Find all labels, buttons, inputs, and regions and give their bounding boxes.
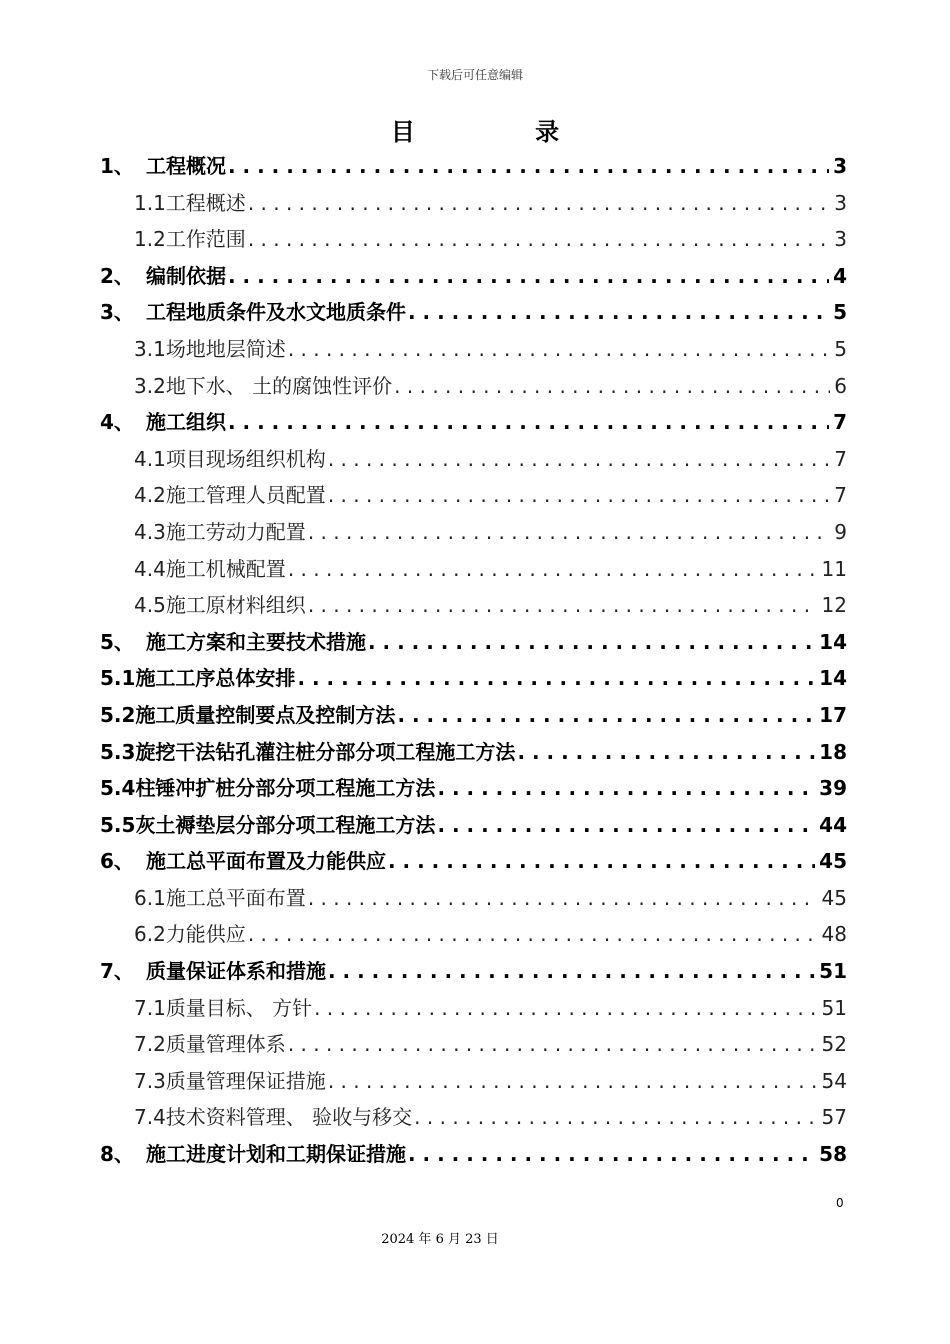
toc-entry-title: 质量管理体系 [165,1032,286,1057]
toc-entry-number: 1.1 [134,190,166,215]
toc-entry-number: 4、 [100,410,134,435]
toc-leader-dots [297,660,815,697]
header-note: 下载后可任意编辑 [426,68,523,82]
toc-entry-title: 工程概况 [146,154,226,178]
toc-entry-page: 6 [834,373,847,398]
toc-leader-dots [408,294,829,331]
toc-entry[interactable] [100,221,847,258]
toc-entry-page: 45 [819,849,847,874]
toc-entry-title: 编制依据 [146,263,226,288]
toc-entry-title: 工作范围 [165,227,246,252]
toc-entry[interactable] [100,441,847,478]
toc-entry-title: 柱锤冲扩桩分部分项工程施工方法 [135,776,436,801]
toc-entry-number: 5、 [100,629,134,654]
toc-entry-page: 51 [821,995,847,1020]
toc-entry-page: 45 [821,885,847,910]
toc-leader-dots [368,624,815,661]
toc-entry-title: 施工组织 [146,410,226,435]
toc-leader-dots [228,148,829,185]
toc-entry-title: 工程概述 [165,190,246,215]
toc-leader-dots [437,770,815,807]
toc-entry-title: 工程地质条件及水文地质条件 [146,300,406,325]
toc-entry-title: 质量管理保证措施 [165,1068,326,1093]
footer-date: 2024 年 6 月 23 日 [381,1232,499,1247]
toc-entry-number: 4.3 [134,519,166,544]
toc-entry-title: 施工质量控制要点及控制方法 [135,702,396,727]
toc-entry-title: 施工进度计划和工期保证措施 [146,1142,406,1167]
toc-entry-number: 4.2 [134,483,166,508]
toc-entry[interactable] [100,1136,847,1173]
toc-entry[interactable] [100,587,847,624]
toc-entry[interactable] [100,660,847,697]
toc-leader-dots [308,514,830,551]
toc-entry-title: 施工总平面布置 [165,885,306,910]
toc-entry[interactable] [100,1099,847,1136]
toc-leader-dots [248,221,830,258]
toc-entry[interactable] [100,368,847,405]
toc-entry[interactable] [100,185,847,222]
toc-leader-dots [288,551,818,588]
toc-entry-number: 5.3 [100,739,136,764]
toc-entry-number: 1、 [100,154,134,178]
toc-leader-dots [517,734,815,771]
toc-entry-number: 7.2 [134,1032,166,1057]
toc-entry-page: 3 [834,227,847,252]
toc-entry-number: 6.1 [134,885,166,910]
toc-leader-dots [408,1136,815,1173]
toc-entry-title: 质量目标、 方针 [165,995,313,1020]
toc-leader-dots [314,990,817,1027]
toc-leader-dots [328,1063,818,1100]
toc-leader-dots [248,185,830,222]
toc-entry[interactable] [100,916,847,953]
toc-entry-title: 旋挖干法钻孔灌注桩分部分项工程施工方法 [135,739,516,764]
toc-entry-page: 5 [834,336,847,361]
toc-entry-page: 17 [819,702,847,727]
toc-entry-page: 51 [819,959,847,984]
toc-entry-page: 54 [821,1068,847,1093]
toc-leader-dots [414,1099,817,1136]
toc-entry-page: 48 [821,922,847,947]
toc-entry-title: 场地地层简述 [165,336,286,361]
toc-leader-dots [394,368,830,405]
toc-entry-title: 施工机械配置 [165,556,286,581]
toc-entry[interactable] [100,477,847,514]
toc-leader-dots [388,843,815,880]
toc-entry-page: 3 [834,190,847,215]
toc-entry-page: 39 [819,776,847,801]
toc-entry-page: 7 [833,410,847,435]
toc-entry[interactable] [100,258,847,295]
toc-entry[interactable] [100,770,847,807]
toc-leader-dots [228,258,829,295]
toc-entry-page: 7 [834,446,847,471]
toc-leader-dots [288,331,830,368]
toc-entry-title: 施工方案和主要技术措施 [146,629,366,654]
toc-title: 目 录 [390,118,616,146]
toc-entry-number: 5.2 [100,702,136,727]
toc-leader-dots [397,697,815,734]
toc-entry[interactable] [100,990,847,1027]
toc-entry-number: 5.1 [100,666,136,691]
toc-entry-page: 52 [821,1032,847,1057]
toc-entry-number: 7.3 [134,1068,166,1093]
toc-entry-page: 12 [821,593,847,618]
toc-entry[interactable] [100,843,847,880]
toc-leader-dots [328,441,830,478]
toc-entry-page: 58 [819,1142,847,1167]
toc-entry[interactable] [100,734,847,771]
toc-entry-title: 力能供应 [165,922,246,947]
toc-entry[interactable] [100,697,847,734]
toc-entry-number: 7、 [100,959,134,984]
toc-entry-number: 7.4 [134,1105,166,1130]
toc-entry[interactable] [100,1063,847,1100]
toc-entry-page: 3 [833,154,847,178]
toc-entry-number: 3.1 [134,336,166,361]
toc-entry-number: 5.4 [100,776,136,801]
toc-entry-title: 项目现场组织机构 [165,446,326,471]
toc-entry-page: 14 [819,629,847,654]
toc-entry-page: 11 [821,556,847,581]
toc-entry-page: 5 [833,300,847,325]
toc-entry-number: 3.2 [134,373,166,398]
toc-entry-number: 4.5 [134,593,166,618]
toc-entry-number: 4.4 [134,556,166,581]
toc-leader-dots [308,587,818,624]
toc-entry-number: 8、 [100,1142,134,1167]
toc-entry-title: 技术资料管理、 验收与移交 [165,1105,413,1130]
toc-entry[interactable] [100,551,847,588]
toc-entry-page: 9 [834,519,847,544]
toc-entry-title: 施工劳动力配置 [165,519,306,544]
toc-leader-dots [248,916,818,953]
page-number: 0 [836,1196,844,1210]
toc-entry-page: 57 [821,1105,847,1130]
toc-entry-number: 5.5 [100,812,136,837]
toc-leader-dots [308,880,818,917]
toc-entry[interactable] [100,807,847,844]
toc-entry-title: 施工原材料组织 [165,593,306,618]
toc-entry-page: 7 [834,483,847,508]
toc-entry-page: 44 [819,812,847,837]
toc-entry-title: 施工工序总体安排 [135,666,296,691]
toc-entry-number: 3、 [100,300,134,325]
toc-entry[interactable] [100,331,847,368]
toc-entry[interactable] [100,148,847,185]
toc-entry-title: 施工管理人员配置 [165,483,326,508]
toc-leader-dots [437,807,815,844]
toc-entry-title: 施工总平面布置及力能供应 [146,849,386,874]
toc-entry[interactable] [100,624,847,661]
table-of-contents [100,148,847,1173]
toc-entry-title: 灰土褥垫层分部分项工程施工方法 [135,812,436,837]
toc-entry[interactable] [100,1026,847,1063]
toc-entry[interactable] [100,880,847,917]
toc-entry-number: 6、 [100,849,134,874]
toc-entry-number: 1.2 [134,227,166,252]
toc-entry-number: 6.2 [134,922,166,947]
toc-leader-dots [328,953,815,990]
toc-entry-number: 2、 [100,263,134,288]
toc-entry-number: 7.1 [134,995,166,1020]
toc-entry[interactable] [100,514,847,551]
toc-entry-number: 4.1 [134,446,166,471]
toc-entry-title: 质量保证体系和措施 [146,959,326,984]
toc-entry[interactable] [100,404,847,441]
toc-entry-title: 地下水、 土的腐蚀性评价 [165,373,393,398]
toc-entry[interactable] [100,953,847,990]
toc-entry[interactable] [100,294,847,331]
toc-leader-dots [228,404,829,441]
toc-leader-dots [328,477,830,514]
toc-entry-page: 18 [819,739,847,764]
toc-entry-page: 4 [833,263,847,288]
toc-entry-page: 14 [819,666,847,691]
toc-leader-dots [288,1026,818,1063]
